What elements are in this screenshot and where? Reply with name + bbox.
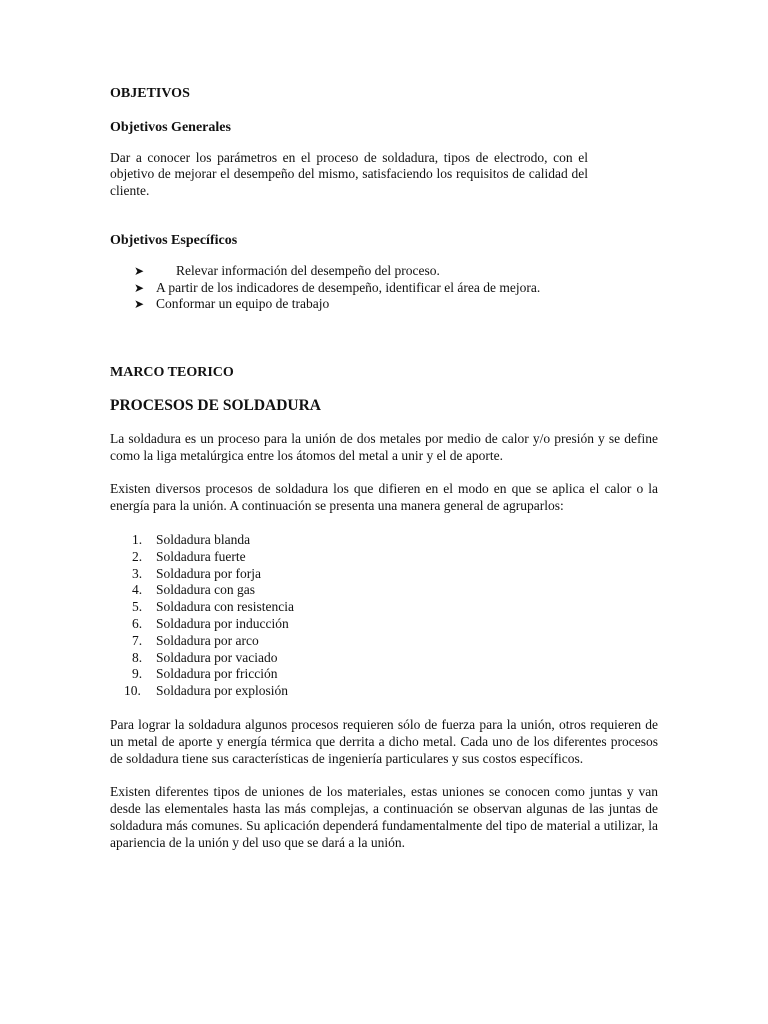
section-title-marco: MARCO TEORICO xyxy=(110,365,234,381)
list-item-text: Relevar información del desempeño del proceso. xyxy=(176,262,440,278)
list-item-text: Soldadura con gas xyxy=(156,582,255,598)
list-number: 7. xyxy=(132,632,143,648)
list-item-text: Soldadura blanda xyxy=(156,531,251,547)
list-item xyxy=(110,599,658,616)
list-item xyxy=(110,582,658,599)
list-item-text: Soldadura por forja xyxy=(156,565,261,581)
subsection-title-procesos: PROCESOS DE SOLDADURA xyxy=(110,396,322,414)
list-item xyxy=(110,566,658,583)
list-number: 5. xyxy=(132,599,143,615)
list-item-text: Conformar un equipo de trabajo xyxy=(156,296,330,312)
procesos-paragraph-2: Existen diversos procesos de soldadura los que difieren en el modo en que se aplica el calor o la energía para la unión. A continuación se presenta una manera general de agruparlos: xyxy=(110,481,658,514)
list-item-text: Soldadura con resistencia xyxy=(156,599,294,615)
procesos-paragraph-1: La soldadura es un proceso para la unión de dos metales por medio de calor y/o presión y se define como la liga metalúrgica entre los átomos del metal a unir y el de aporte. xyxy=(110,430,658,463)
generales-paragraph: Dar a conocer los parámetros en el proceso de soldadura, tipos de electrodo, con el objetivo de mejorar el desempeño del mismo, satisfaciendo los requisitos de calidad del cliente. xyxy=(110,149,588,199)
list-item-text: Soldadura por inducción xyxy=(156,615,289,631)
list-number: 2. xyxy=(132,548,143,564)
list-item-text: Soldadura por fricción xyxy=(156,666,278,682)
list-item xyxy=(110,666,658,683)
list-item xyxy=(110,263,658,280)
subsection-title-generales: Objetivos Generales xyxy=(110,119,231,135)
arrowhead-bullet-icon: ➤ xyxy=(134,297,145,312)
list-item xyxy=(110,616,658,633)
list-item xyxy=(110,650,658,667)
list-item xyxy=(110,633,658,650)
section-title-objetivos: OBJETIVOS xyxy=(110,86,190,101)
arrowhead-bullet-icon: ➤ xyxy=(134,280,145,295)
list-number: 10. xyxy=(124,683,141,699)
subsection-title-especificos: Objetivos Específicos xyxy=(110,232,238,248)
list-item-text: Soldadura por arco xyxy=(156,632,259,648)
list-number: 6. xyxy=(132,615,143,631)
procesos-numbered-list xyxy=(110,532,658,700)
list-number: 9. xyxy=(132,666,143,682)
list-item-text: Soldadura por explosión xyxy=(156,683,288,699)
list-item xyxy=(110,549,658,566)
list-number: 4. xyxy=(132,582,143,598)
list-item xyxy=(110,683,658,700)
document-page xyxy=(110,86,658,852)
list-item-text: A partir de los indicadores de desempeño, identificar el área de mejora. xyxy=(156,279,541,295)
especificos-list xyxy=(110,263,658,313)
arrowhead-bullet-icon: ➤ xyxy=(134,263,145,278)
procesos-paragraph-3: Para lograr la soldadura algunos procesos requieren sólo de fuerza para la unión, otros requieren de un metal de aporte y energía térmica que derrita a dicho metal. Cada uno de los diferentes procesos de soldadura tiene sus características de ingeniería particulares y sus costos específicos. xyxy=(110,716,658,766)
list-item xyxy=(110,532,658,549)
list-item xyxy=(110,280,658,297)
procesos-paragraph-4: Existen diferentes tipos de uniones de los materiales, estas uniones se conocen como juntas y van desde las elementales hasta las más complejas, a continuación se observan algunas de las juntas de soldadura más comunes. Su aplicación dependerá fundamentalmente del tipo de material a utilizar, la apariencia de la unión y del uso que se dará a la unión. xyxy=(110,784,658,850)
list-item-text: Soldadura fuerte xyxy=(156,548,246,564)
list-item-text: Soldadura por vaciado xyxy=(156,649,278,665)
list-number: 1. xyxy=(132,531,143,547)
list-number: 8. xyxy=(132,649,143,665)
list-number: 3. xyxy=(132,565,143,581)
list-item xyxy=(110,296,658,313)
